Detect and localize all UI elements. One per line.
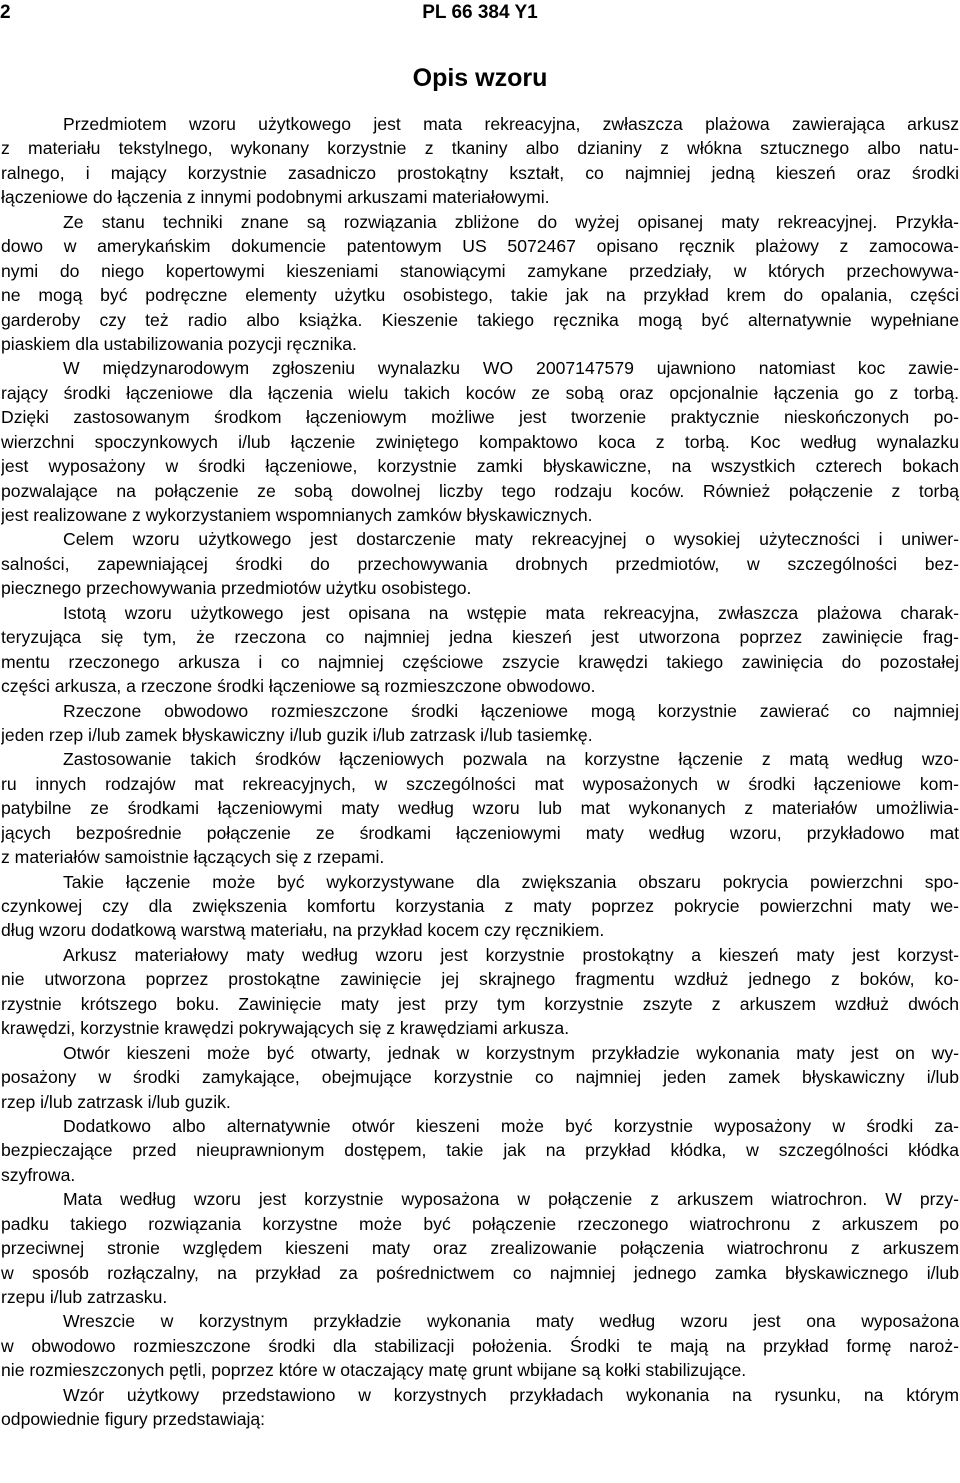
text-line: Otwór kieszeni może być otwarty, jednak w korzystnym przykładzie wykonania maty jest on wy- [63, 1042, 959, 1063]
paragraph [1, 1187, 959, 1309]
paragraph [1, 1309, 959, 1382]
text-line: czynkowej czy dla zwiększenia komfortu korzystania z maty poprzez pokrycie powierzchni maty we- [1, 896, 959, 916]
text-line: Mata według wzoru jest korzystnie wyposażona w połączenie z arkuszem wiatrochron. W przy- [63, 1189, 959, 1210]
text-line: odpowiednie figury przedstawiają: [1, 1409, 266, 1430]
page-header [0, 0, 960, 28]
section-title: Opis wzoru [412, 64, 548, 92]
paragraph [1, 210, 959, 357]
text-line: wierzchni spoczynkowych i/lub łączenie zwiniętego kompaktowo koca z torbą. Koc według wynalazku [1, 431, 959, 452]
text-line: jest realizowane z wykorzystaniem wspomnianych zamków błyskawicznych. [1, 505, 593, 525]
text-line: patybilne ze środkami łączeniowymi maty według wzoru lub mat wykonanych z materiałów umożliwia- [1, 798, 959, 819]
paragraph [1, 1041, 959, 1114]
text-line: Istotą wzoru użytkowego jest opisana na wstępie mata rekreacyjna, zwłaszcza plażowa charak- [63, 602, 959, 623]
paragraph [1, 601, 959, 699]
text-line: piecznego przechowywania przedmiotów użytku osobistego. [1, 578, 472, 599]
text-line: mentu rzeczonego arkusza i co najmniej częściowe zszycie krawędzi takiego zawinięcia do pozostałej [1, 651, 959, 672]
paragraph [1, 870, 959, 943]
text-line: ralnego, i mający korzystnie zasadniczo prostokątny kształt, co najmniej jedną kieszeń oraz środki [1, 162, 959, 183]
text-line: nie utworzona poprzez prostokątne zawinięcie jej skrajnego fragmentu wzdłuż jednego z boków, ko- [1, 969, 959, 990]
text-line: krawędzi, korzystnie krawędzi pokrywających się z krawędziami arkusza. [1, 1018, 570, 1039]
text-line: posażony w środki zamykające, obejmujące korzystnie co najmniej jeden zamek błyskawiczny i/lub [1, 1067, 959, 1088]
text-line: jest wyposażony w środki łączeniowe, korzystnie zamki błyskawiczne, na wszystkich czterech bokach [1, 456, 959, 477]
text-line: Arkusz materiałowy maty według wzoru jest korzystnie prostokątny a kieszeń maty jest korzyst- [63, 944, 959, 965]
text-line: z materiałów samoistnie łączących się z rzepami. [1, 847, 385, 868]
text-line: salności, zapewniającej środki do przechowywania drobnych przedmiotów, w szczególności bez- [1, 553, 959, 574]
text-line: rzepu i/lub zatrzasku. [1, 1287, 168, 1307]
text-line: z materiału tekstylnego, wykonany korzystnie z tkaniny albo dzianiny z włókna sztucznego albo natu- [1, 138, 959, 159]
page-number: 2 [0, 2, 11, 23]
text-line: rający środki łączeniowe dla łączenia wielu takich koców ze sobą oraz opcjonalnie łączenia go z torbą. [1, 382, 959, 403]
text-line: nie rozmieszczonych pętli, poprzez które w otaczający matę grunt wbijane są kołki stabilizujące. [1, 1360, 747, 1381]
patent-number: PL 66 384 Y1 [422, 2, 538, 23]
paragraph [1, 1114, 959, 1187]
text-line: ru innych rodzajów mat rekreacyjnych, w szczególności mat wyposażonych w środki łączeniowe kom- [1, 773, 959, 794]
text-line: dowo w amerykańskim dokumencie patentowym US 5072467 opisano ręcznik plażowy z zamocowa- [1, 236, 959, 257]
paragraph [1, 699, 959, 748]
text-line: nymi do niego kopertowymi kieszeniami stanowiącymi zamykane przedziały, w których przechowywa- [1, 260, 959, 281]
paragraph [1, 527, 959, 600]
paragraph [1, 112, 959, 210]
text-line: jeden rzep i/lub zamek błyskawiczny i/lub guzik i/lub zatrzask i/lub tasiemkę. [1, 724, 593, 745]
text-line: Dzięki zastosowanym środkom łączeniowym możliwe jest tworzenie praktycznie nieskończonych po- [1, 407, 959, 428]
text-line: Dodatkowo albo alternatywnie otwór kieszeni może być korzystnie wyposażony w środki za- [63, 1115, 959, 1136]
text-line: w sposób rozłączalny, na przykład za pośrednictwem co najmniej jednego zamka błyskawicznego i/lub [1, 1262, 959, 1283]
text-line: dług wzoru dodatkową warstwą materiału, na przykład kocem czy ręcznikiem. [1, 920, 605, 941]
text-line: pozwalające na połączenie ze sobą dowolnej liczby tego rodzaju koców. Również połączenie z torbą [1, 480, 959, 501]
text-line: Takie łączenie może być wykorzystywane dla zwiększania obszaru pokrycia powierzchni spo- [63, 871, 959, 892]
text-line: rzep i/lub zatrzask i/lub guzik. [1, 1091, 231, 1112]
text-line: bezpieczające przed nieuprawnionym dostępem, takie jak na przykład kłódka, w szczególności kłódka [1, 1140, 959, 1161]
text-line: ne mogą być podręczne elementy użytku osobistego, takie jak na przykład krem do opalania, części [1, 285, 959, 306]
text-line: łączeniowe do łączenia z innymi podobnymi arkuszami materiałowymi. [1, 187, 550, 208]
text-line: teryzująca się tym, że rzeczona co najmniej jedna kieszeń jest utworzona poprzez zawinięcie frag- [1, 627, 959, 648]
text-line: garderoby czy też radio albo książka. Kieszenie takiego ręcznika mogą być alternatywnie wypełniane [1, 309, 959, 330]
paragraph [1, 1383, 959, 1432]
text-line: Przedmiotem wzoru użytkowego jest mata rekreacyjna, zwłaszcza plażowa zawierająca arkusz [63, 114, 959, 134]
text-line: piaskiem dla ustabilizowania pozycji ręcznika. [1, 333, 357, 354]
document-body [1, 112, 959, 1432]
text-line: Zastosowanie takich środków łączeniowych pozwala na korzystne łączenie z matą według wzo- [63, 749, 959, 770]
text-line: W międzynarodowym zgłoszeniu wynalazku WO 2007147579 ujawniono natomiast koc zawie- [63, 358, 959, 379]
text-line: Celem wzoru użytkowego jest dostarczenie maty rekreacyjnej o wysokiej użyteczności i uniwer- [63, 529, 959, 550]
text-line: części arkusza, a rzeczone środki łączeniowe są rozmieszczone obwodowo. [1, 676, 596, 697]
text-line: Wreszcie w korzystnym przykładzie wykonania maty według wzoru jest ona wyposażona [63, 1311, 959, 1332]
text-line: padku takiego rozwiązania korzystne może być połączenie rzeczonego wiatrochronu z arkuszem po [1, 1213, 959, 1234]
text-line: Rzeczone obwodowo rozmieszczone środki łączeniowe mogą korzystnie zawierać co najmniej [63, 700, 959, 721]
text-line: szyfrowa. [1, 1164, 76, 1185]
text-line: jących bezpośrednie połączenie ze środkami łączeniowymi maty według wzoru, przykładowo mat [1, 822, 959, 843]
paragraph [1, 356, 959, 527]
paragraph [1, 943, 959, 1041]
text-line: w obwodowo rozmieszczone środki dla stabilizacji położenia. Środki te mają na przykład formę naroż- [1, 1335, 959, 1356]
text-line: Ze stanu techniki znane są rozwiązania zbliżone do wyżej opisanej maty rekreacyjnej. Przykła- [63, 211, 959, 232]
text-line: rzystnie krótszego boku. Zawinięcie maty jest przy tym korzystnie zszyte z arkuszem wzdłuż dwóch [1, 993, 959, 1014]
text-line: przeciwnej stronie względem kieszeni maty oraz zrealizowanie połączenia wiatrochronu z arkuszem [1, 1238, 959, 1259]
text-line: Wzór użytkowy przedstawiono w korzystnych przykładach wykonania na rysunku, na którym [63, 1384, 959, 1405]
paragraph [1, 747, 959, 869]
